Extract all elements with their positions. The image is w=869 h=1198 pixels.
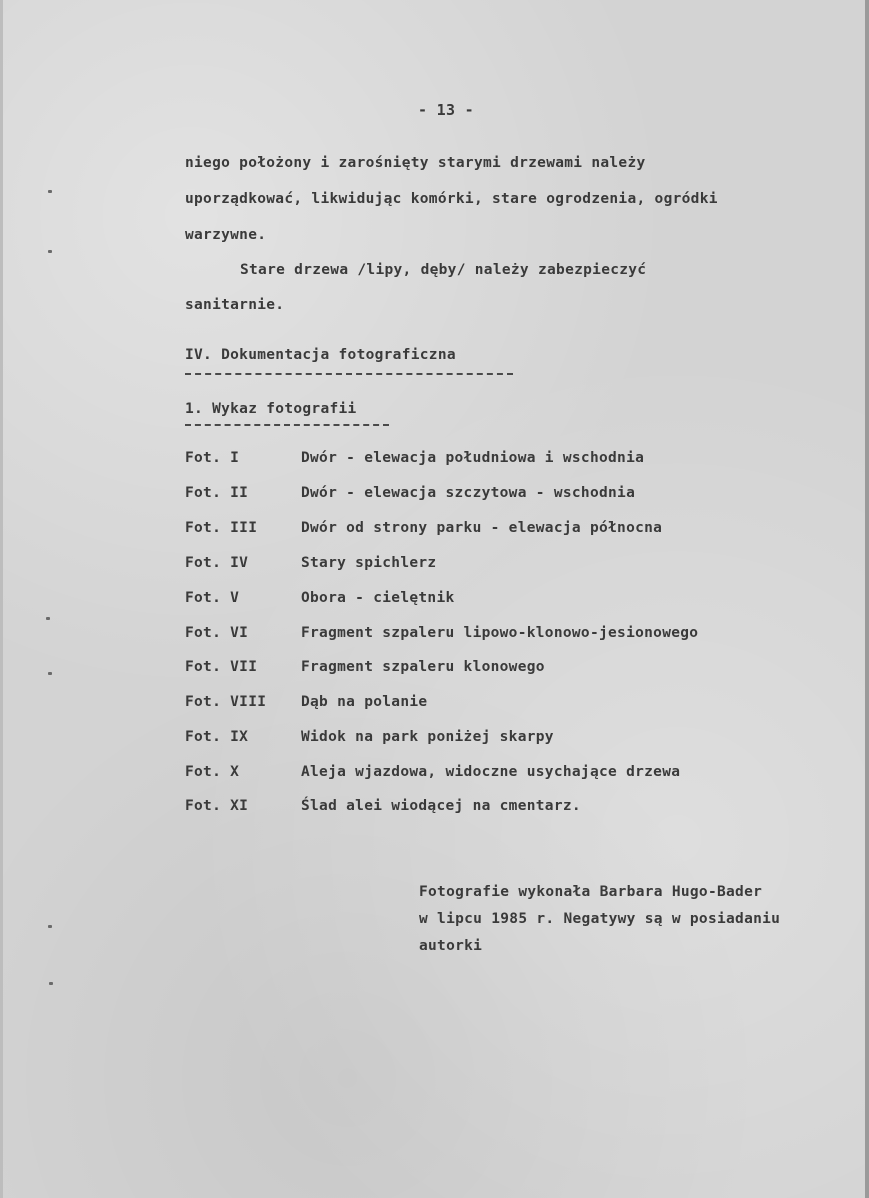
photo-number: Fot. XI (185, 798, 249, 814)
section-heading: IV. Dokumentacja fotograficzna (185, 347, 456, 363)
photo-credit-line: w lipcu 1985 r. Negatywy są w posiadaniu (419, 911, 781, 927)
paragraph-line: niego położony i zarośnięty starymi drzewami należy (185, 155, 646, 171)
subsection-heading: 1. Wykaz fotografii (185, 401, 357, 417)
photo-number: Fot. VIII (185, 694, 267, 710)
photo-description: Dwór - elewacja szczytowa - wschodnia (301, 485, 636, 501)
margin-mark (48, 190, 52, 193)
section-heading-underline (185, 373, 513, 375)
photo-number: Fot. VI (185, 625, 249, 641)
photo-credit-line: Fotografie wykonała Barbara Hugo-Bader (419, 884, 763, 900)
photo-description: Dwór - elewacja południowa i wschodnia (301, 450, 645, 466)
paragraph-line: sanitarnie. (185, 297, 285, 313)
photo-number: Fot. II (185, 485, 249, 501)
photo-number: Fot. I (185, 450, 240, 466)
photo-number: Fot. X (185, 764, 240, 780)
margin-mark (48, 925, 52, 928)
photo-description: Dwór od strony parku - elewacja północna (301, 520, 663, 536)
photo-number: Fot. VII (185, 659, 258, 675)
photo-number: Fot. IV (185, 555, 249, 571)
margin-mark (46, 617, 50, 620)
photo-description: Ślad alei wiodącej na cmentarz. (301, 798, 581, 814)
photo-number: Fot. IX (185, 729, 249, 745)
subsection-heading-underline (185, 424, 389, 426)
margin-mark (48, 672, 52, 675)
page-number: - 13 - (418, 101, 474, 119)
photo-description: Fragment szpaleru lipowo-klonowo-jesionowego (301, 625, 699, 641)
photo-description: Fragment szpaleru klonowego (301, 659, 545, 675)
margin-mark (48, 250, 52, 253)
photo-credit-line: autorki (419, 938, 483, 954)
photo-number: Fot. III (185, 520, 258, 536)
paragraph-line: uporządkować, likwidując komórki, stare ogrodzenia, ogródki (185, 191, 718, 207)
photo-description: Stary spichlerz (301, 555, 437, 571)
photo-description: Aleja wjazdowa, widoczne usychające drzewa (301, 764, 681, 780)
margin-mark (49, 982, 53, 985)
page-right-edge (865, 0, 869, 1198)
photo-number: Fot. V (185, 590, 240, 606)
photo-description: Obora - cielętnik (301, 590, 455, 606)
paragraph-line: warzywne. (185, 227, 267, 243)
paragraph-line: Stare drzewa /lipy, dęby/ należy zabezpieczyć (240, 262, 647, 278)
photo-description: Widok na park poniżej skarpy (301, 729, 554, 745)
page-left-edge (0, 0, 3, 1198)
photo-description: Dąb na polanie (301, 694, 428, 710)
